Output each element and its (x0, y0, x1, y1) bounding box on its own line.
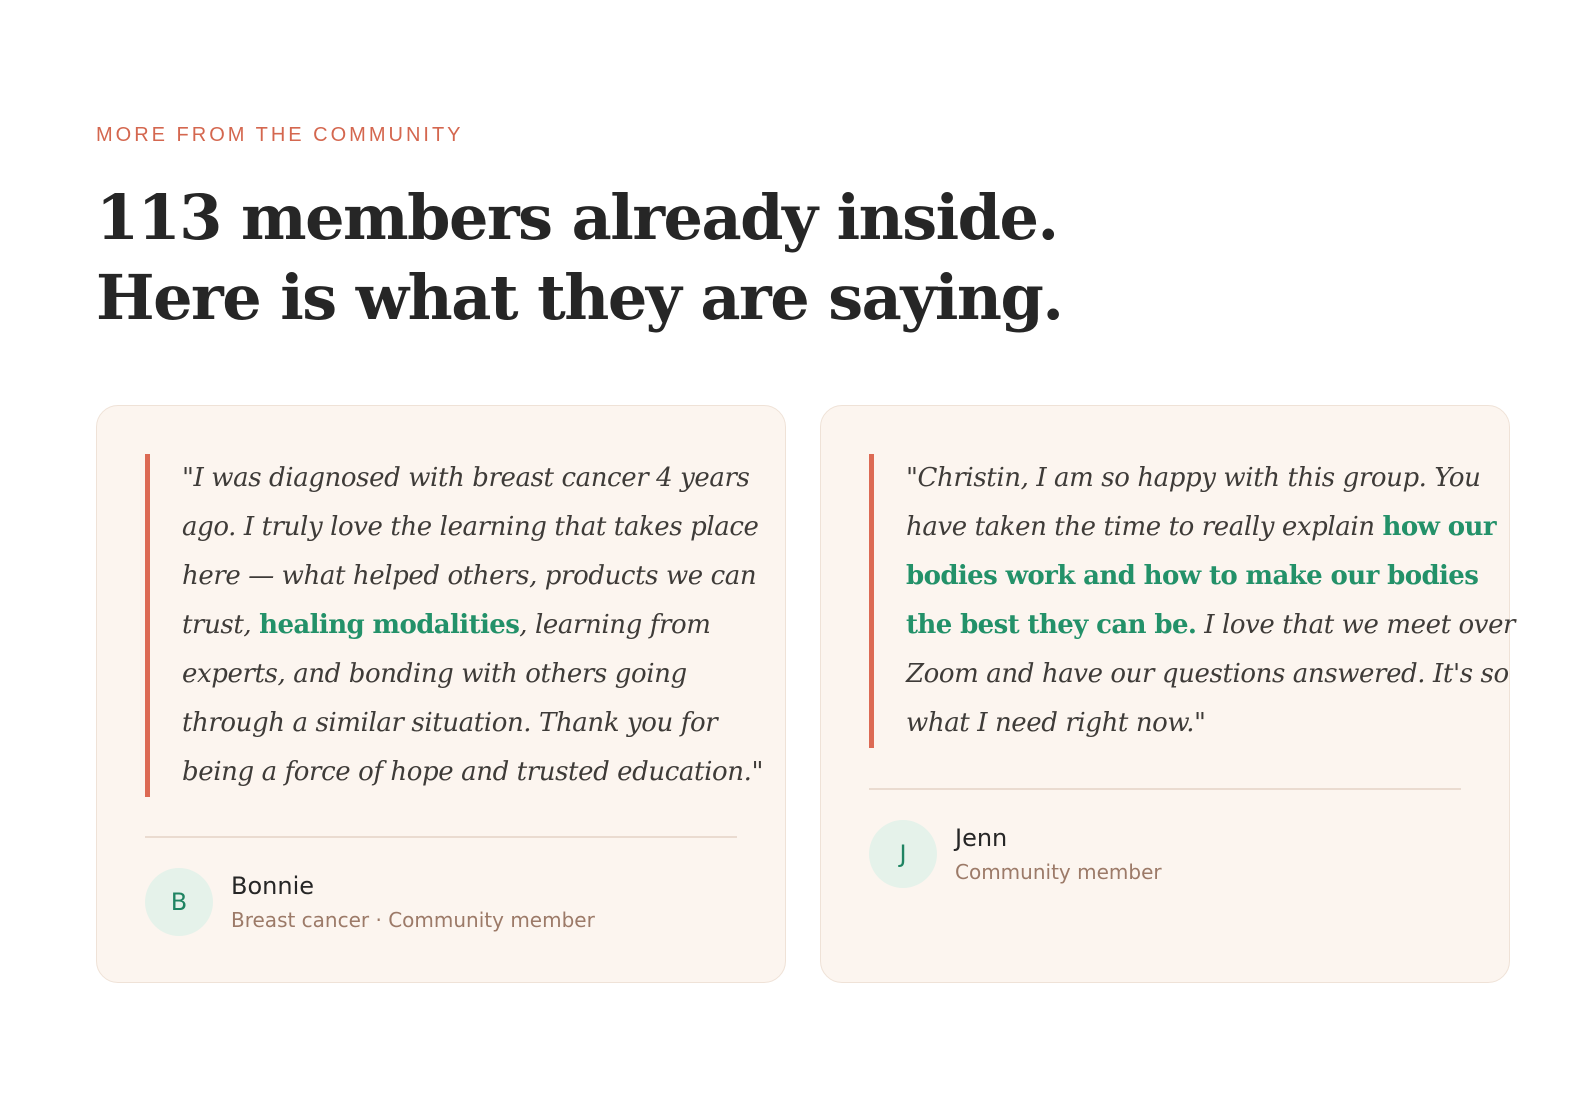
quote-line (182, 503, 759, 552)
testimonial-quote (869, 454, 1516, 748)
quote-line (182, 748, 764, 797)
quote-line (906, 601, 1516, 650)
quote-line (182, 699, 737, 748)
author-role: Breast cancer · Community member (231, 908, 595, 932)
quote-text: trust, (182, 610, 260, 640)
author-role: Community member (955, 860, 1162, 884)
quote-line (906, 503, 1496, 552)
quote-highlight: the best they can be. (906, 610, 1197, 640)
quote-text: "Christin, I am so happy with this group. You (906, 463, 1481, 493)
quote-line (182, 601, 737, 650)
quote-highlight: how our (1382, 512, 1496, 542)
author-name: Bonnie (231, 872, 315, 900)
testimonial-card (96, 405, 786, 983)
avatar: B (145, 868, 213, 936)
card-divider (869, 788, 1461, 790)
quote-text: I love that we meet over (1196, 610, 1516, 640)
avatar: J (869, 820, 937, 888)
quote-line (906, 454, 1481, 503)
headline-line-2: Here is what they are saying. (96, 261, 1063, 334)
testimonial-card (820, 405, 1516, 983)
quote-text: experts, and bonding with others going (182, 659, 687, 689)
quote-highlight: bodies work and how to make our bodies (906, 561, 1479, 591)
quote-line (906, 650, 1509, 699)
quote-text: ago. I truly love the learning that takes place (182, 512, 759, 542)
quote-line (182, 552, 757, 601)
section-eyebrow: MORE FROM THE COMMUNITY (96, 124, 464, 146)
card-divider (145, 836, 737, 838)
quote-line (182, 650, 737, 699)
headline-line-1: 113 members already inside. (96, 181, 1058, 254)
quote-line (906, 699, 1461, 748)
quote-text: Zoom and have our questions answered. It's so (906, 659, 1509, 689)
quote-text: through a similar situation. Thank you for (182, 708, 718, 738)
quote-line (182, 454, 750, 503)
quote-text: "I was diagnosed with breast cancer 4 years (182, 463, 750, 493)
testimonial-author (145, 868, 737, 936)
quote-text: being a force of hope and trusted education." (182, 757, 764, 787)
section-headline (96, 178, 1062, 338)
quote-text: here — what helped others, products we can (182, 561, 757, 591)
testimonial-quote (145, 454, 764, 797)
quote-highlight: healing modalities (259, 610, 520, 640)
testimonial-author (869, 820, 1461, 888)
quote-text: what I need right now." (906, 708, 1206, 738)
author-name: Jenn (955, 824, 1008, 852)
quote-text: have taken the time to really explain (906, 512, 1383, 542)
quote-line (906, 552, 1479, 601)
quote-text: , learning from (519, 610, 711, 640)
